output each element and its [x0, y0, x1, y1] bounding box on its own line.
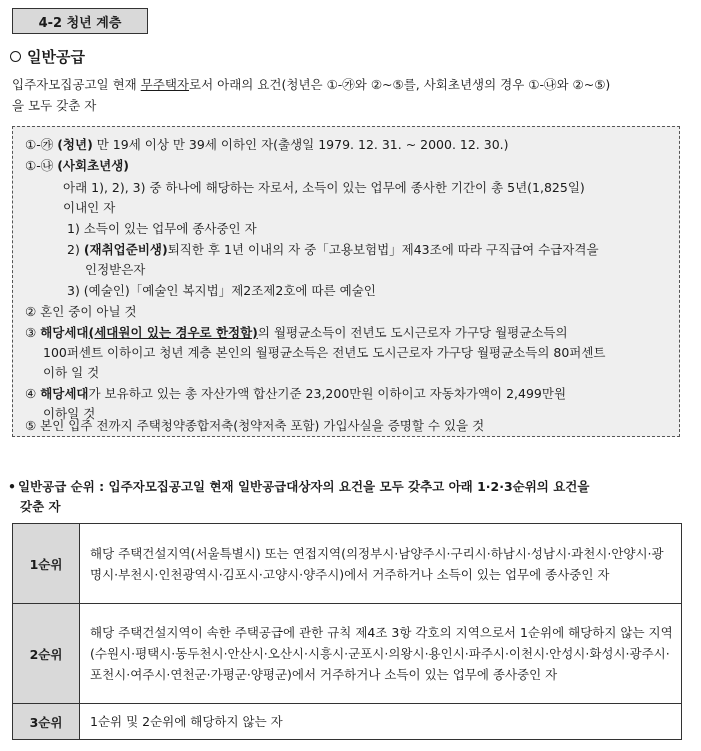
item4-mark: ④: [25, 386, 41, 401]
rank-description: 해당 주택건설지역이 속한 주택공급에 관한 규칙 제4조 3항 각호의 지역으로서 1순위에 해당하지 않는 지역(수원시·평택시·동두천시·안산시·오산시·시흥시·군포시·의왕시·용인시·파주시·이천시·안성시·화성시·광주시·포천시·여주시·연천군·가평군·양평군)에서 거주하거나 소득이 있는 업무에 종사중인 자: [80, 604, 682, 704]
intro-text-1: 입주자모집공고일 현재: [12, 77, 141, 92]
newcomer-mark: ①-㉯: [25, 158, 54, 173]
subheading: [10, 46, 85, 67]
section-title: 4-2 청년 계층: [12, 8, 148, 34]
sub2-text: 퇴직한 후 1년 이내의 자 중「고용보험법」제43조에 따라 구직급여 수급자격을: [167, 242, 599, 257]
item-3: [25, 323, 568, 343]
newcomer-sub-2-cont: 인정받은자: [85, 262, 146, 277]
youth-label: (청년): [57, 137, 93, 152]
newcomer-sub-3: 3) (예술인)「예술인 복지법」제2조제2호에 따른 예술인: [67, 283, 376, 298]
item4-text: 가 보유하고 있는 총 자산가액 합산기준 23,200만원 이하이고 자동차가액이 2,499만원: [88, 386, 567, 401]
rank-description: 해당 주택건설지역(서울특별시) 또는 연접지역(의정부시·남양주시·구리시·하남시·성남시·과천시·안양시·광명시·부천시·인천광역시·김포시·고양시·양주시)에서 거주하거나 소득이 있는 업무에 종사중인 자: [80, 524, 682, 604]
newcomer-requirement: [25, 156, 129, 176]
table-row: [13, 604, 682, 704]
rank-label: 2순위: [13, 604, 80, 704]
newcomer-label: (사회초년생): [57, 158, 130, 173]
item3-bold: 해당세대: [40, 325, 89, 340]
item-3-cont-2: 이하 일 것: [43, 365, 100, 380]
item3-text: 의 월평균소득이 전년도 도시근로자 가구당 월평균소득의: [257, 325, 568, 340]
youth-mark: ①-㉮: [25, 137, 54, 152]
sub2-prefix: 2): [67, 242, 84, 257]
item-2: ② 혼인 중이 아닐 것: [25, 304, 137, 319]
item-3-cont-1: 100퍼센트 이하이고 청년 계층 본인의 월평균소득은 전년도 도시근로자 가구당 월평균소득의 80퍼센트: [43, 345, 606, 360]
ranking-table: [12, 523, 682, 740]
item4-bold: 해당세대: [40, 386, 89, 401]
rank-description: 1순위 및 2순위에 해당하지 않는 자: [80, 704, 682, 740]
table-row: [13, 524, 682, 604]
item3-mark: ③: [25, 325, 41, 340]
table-row: [13, 704, 682, 740]
intro-text-2: 로서 아래의 요건(청년은 ①-㉮와 ②~⑤를, 사회초년생의 경우 ①-㉯와 ②~⑤): [189, 77, 611, 92]
ranking-heading-line-1: 일반공급 순위 : 입주자모집공고일 현재 일반공급대상자의 요건을 모두 갖추고 아래 1·2·3순위의 요건을: [18, 479, 590, 494]
newcomer-sub-1: 1) 소득이 있는 업무에 종사중인 자: [67, 221, 257, 236]
item-5: ⑤ 본인 입주 전까지 주택청약종합저축(청약저축 포함) 가입사실을 증명할 수 있을 것: [25, 418, 485, 433]
rank-label: 3순위: [13, 704, 80, 740]
item3-bold-underlined: (세대원이 있는 경우로 한정함): [88, 325, 258, 340]
sub2-label: (재취업준비생): [83, 242, 168, 257]
newcomer-desc-1: 아래 1), 2), 3) 중 하나에 해당하는 자로서, 소득이 있는 업무에 종사한 기간이 총 5년(1,825일): [63, 180, 585, 195]
youth-text: 만 19세 이상 만 39세 이하인 자(출생일 1979. 12. 31. ~ 2000. 12. 30.): [92, 137, 509, 152]
circle-bullet-icon: [10, 51, 21, 62]
youth-requirement: [25, 135, 509, 155]
bullet-icon: •: [8, 479, 16, 494]
ranking-heading: [8, 477, 688, 517]
ranking-heading-line-2: 갖춘 자: [20, 499, 61, 514]
item-4-cont: 이하일 것: [43, 406, 96, 421]
qualification-box: [12, 126, 680, 437]
item-4: [25, 384, 566, 404]
newcomer-sub-2: [67, 240, 599, 260]
intro-text-3: 을 모두 갖춘 자: [12, 98, 97, 113]
intro-underlined: 무주택자: [140, 77, 190, 92]
newcomer-desc-2: 이내인 자: [63, 200, 116, 215]
rank-label: 1순위: [13, 524, 80, 604]
intro-paragraph: [12, 74, 684, 116]
subheading-text: 일반공급: [27, 48, 85, 66]
